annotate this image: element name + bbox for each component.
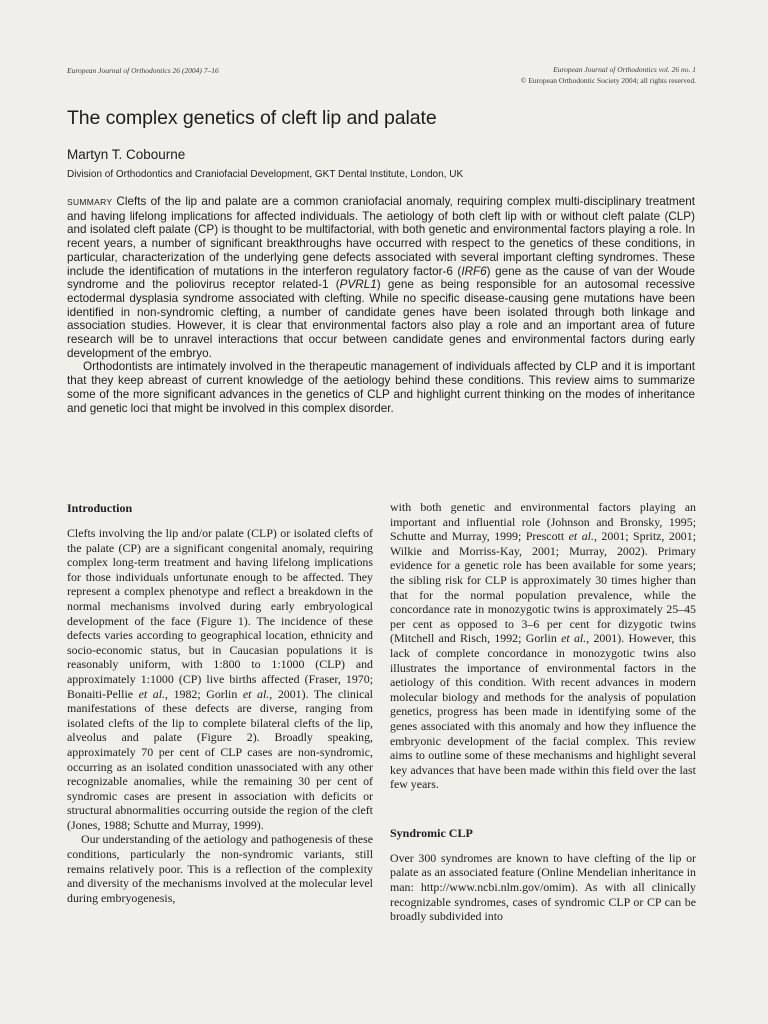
abstract-text-part: ) gene as the cause of van der Woude syndrome and the poliovirus receptor related-1 ( [67, 264, 695, 292]
abstract [67, 195, 695, 415]
body-paragraph [67, 526, 373, 832]
abstract-paragraph-1 [67, 195, 695, 360]
body-paragraph: Over 300 syndromes are known to have clefting of the lip or palate as an associated feature (Online Mendelian inheritance in man: http://www.ncbi.nlm.gov/omim). As with all clinically recognizable syndromes, cases of syndromic CLP or CP can be broadly subdivided into [390, 850, 696, 924]
summary-label: SUMMARY [67, 197, 113, 207]
abstract-text-part: Clefts of the lip and palate are a common craniofacial anomaly, requiring complex multi-disciplinary treatment and having lifelong implications for affected individuals. The aetiology of both cleft lip with or without cleft palate (CLP) and isolated cleft palate (CP) is thought to be multifactorial, with both genetic and environmental factors playing a role. In recent years, a number of significant breakthroughs have occurred with respect to the genetics of these conditions, in particular, characterization of the underlying gene defects associated with several important clefting syndromes. These include the identification of mutations in the interferon regulatory factor-6 ( [67, 195, 695, 278]
body-text-part: , 2001). However, this lack of complete concordance in monozygotic twins also illustrates the importance of environmental factors in the aetiology of this condition. With recent advances in modern molecular biology and methods for the analysis of population genetics, progress has been made in identifying some of the genes associated with this anomaly and how they influence the embryonic development of the facial complex. This review aims to outline some of these mechanisms and highlight several key advances that have been made within this field over the last few years. [390, 631, 697, 792]
citation-etal: et al. [242, 686, 270, 701]
gene-name-pvrl1: PVRL1 [339, 278, 377, 292]
running-head-copyright: © European Orthodontic Society 2004; all rights reserved. [520, 76, 696, 85]
author-name: Martyn T. Cobourne [67, 147, 186, 162]
running-head-right [521, 64, 696, 86]
body-paragraph [390, 500, 696, 792]
author-affiliation: Division of Orthodontics and Craniofacial Development, GKT Dental Institute, London, UK [67, 169, 464, 180]
body-text-part: with both genetic and environmental factors playing an important and influential role (Johnson and Bronsky, 1995; Schutte and Murray, 1999; Prescott [390, 500, 696, 544]
gene-name-irf6: IRF6 [461, 264, 487, 278]
body-column-right [390, 500, 696, 924]
article-title: The complex genetics of cleft lip and palate [67, 107, 437, 129]
section-heading-introduction: Introduction [67, 501, 133, 515]
body-text-part: Clefts involving the lip and/or palate (CLP) or isolated clefts of the palate (CP) are a significant congenital anomaly, requiring complex long-term treatment and having lifelong implications for those individuals unfortunate enough to be affected. They represent a complex phenotype and reflect a breakdown in the normal mechanisms involved during early embryological development of the face (Figure 1). The incidence of these defects varies according to geographical location, ethnicity and socio-economic status, but in Caucasian populations it is reasonably uniform, with 1:800 to 1:1000 (CLP) and approximately 1:1000 (CP) live births affected (Fraser, 1970; Bonaiti-Pellie [67, 526, 373, 701]
running-head-journal: European Journal of Orthodontics vol. 26 no. 1 [553, 65, 696, 74]
citation-etal: et al. [138, 686, 166, 701]
abstract-text-part: ) gene as being responsible for an autosomal recessive ectodermal dysplasia syndrome associated with clefting. While no specific disease-causing gene mutations have been identified in non-syndromic clefting, a number of candidate genes have been isolated through both linkage and association studies. However, it is clear that environmental factors also play a role and an important area of future research will be to unravel interactions that occur between candidate genes and environmental factors during early development of the embryo. [67, 278, 695, 360]
body-text-part: , 2001). The clinical manifestations of these defects are diverse, ranging from isolated clefts of the lip to complete bilateral clefts of the lip, alveolus and palate (Figure 2). Broadly speaking, approximately 70 per cent of CLP cases are non-syndromic, occurring as an isolated condition unassociated with any other recognizable anomalies, while the remaining 30 per cent of syndromic cases are present in association with deficits or structural abnormalities occurring outside the region of the cleft (Jones, 1988; Schutte and Murray, 1999). [67, 686, 373, 832]
body-text-part: , 1982; Gorlin [165, 686, 243, 701]
citation-etal: et al. [561, 631, 587, 646]
body-column-left [67, 500, 373, 905]
running-head-left: European Journal of Orthodontics 26 (2004) 7–16 [67, 66, 219, 75]
abstract-paragraph-2: Orthodontists are intimately involved in the therapeutic management of individuals affected by CLP and it is important that they keep abreast of current knowledge of the aetiology behind these conditions. This review aims to summarize some of the more significant advances in the genetics of CLP and highlight current thinking on the modes of inheritance and genetic loci that might be involved in this complex disorder. [67, 360, 695, 415]
body-text-part: , 2001; Spritz, 2001; Wilkie and Morriss-Kay, 2001; Murray, 2002). Primary evidence for a genetic role has been available for some years; the sibling risk for CLP is approximately 30 times higher than that for the normal population prevalence, while the concordance rate in monozygotic twins is approximately 25–45 per cent as opposed to 3–6 per cent for dizygotic twins (Mitchell and Risch, 1992; Gorlin [390, 529, 696, 646]
citation-etal: et al. [568, 529, 594, 544]
section-heading-syndromic-clp: Syndromic CLP [390, 825, 473, 840]
body-paragraph: Our understanding of the aetiology and pathogenesis of these conditions, particularly the non-syndromic variants, still remains relatively poor. This is a reflection of the complexity and diversity of the mechanisms involved at the molecular level during embryogenesis, [67, 832, 373, 905]
